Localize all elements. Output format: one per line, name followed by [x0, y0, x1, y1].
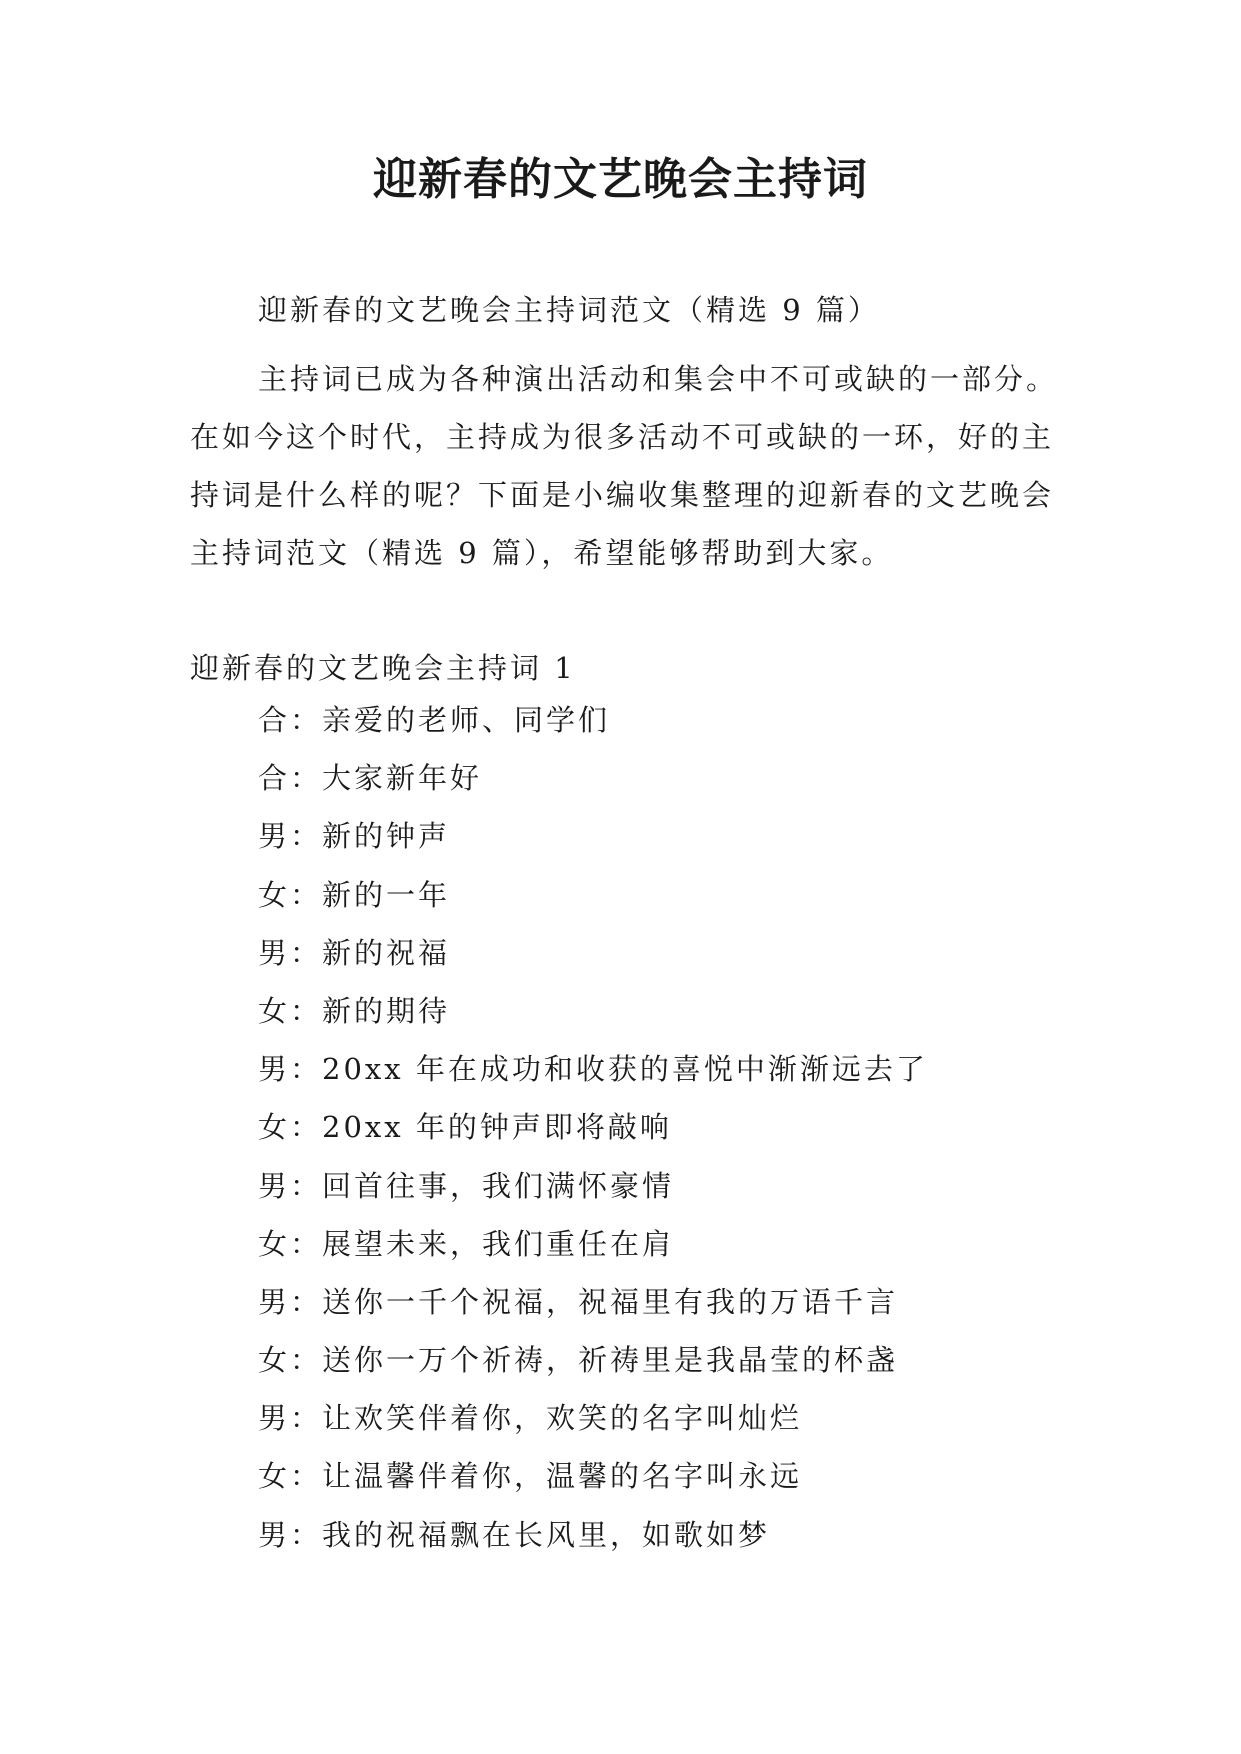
- dialogue-line: 女：20xx 年的钟声即将敲响: [258, 1110, 672, 1145]
- dialogue-line: 男：送你一千个祝福，祝福里有我的万语千言: [258, 1284, 899, 1319]
- dialogue-line: 女：送你一万个祈祷，祈祷里是我晶莹的杯盏: [258, 1343, 899, 1378]
- dialogue-line: 男：新的祝福: [258, 935, 451, 970]
- dialogue-line: 女：展望未来，我们重任在肩: [258, 1226, 675, 1261]
- dialogue-list: [258, 700, 1078, 1573]
- intro-subtitle: 迎新春的文艺晚会主持词范文（精选 9 篇）: [258, 293, 880, 327]
- section-heading: 迎新春的文艺晚会主持词 1: [190, 651, 576, 685]
- dialogue-line: 女：新的期待: [258, 993, 451, 1028]
- dialogue-line: 男：20xx 年在成功和收获的喜悦中渐渐远去了: [258, 1052, 928, 1087]
- dialogue-line: 合：亲爱的老师、同学们: [258, 703, 611, 737]
- dialogue-line: 男：新的钟声: [258, 819, 451, 854]
- intro-paragraph: 主持词已成为各种演出活动和集会中不可或缺的一部分。在如今这个时代，主持成为很多活动不可或缺的一环，好的主持词是什么样的呢？下面是小编收集整理的迎新春的文艺晚会主持词范文（精选 9 篇），希望能够帮助到大家。: [190, 362, 1059, 570]
- dialogue-line: 女：让温馨伴着你，温馨的名字叫永远: [258, 1459, 803, 1494]
- dialogue-line: 女：新的一年: [258, 877, 451, 912]
- dialogue-line: 合：大家新年好: [258, 761, 483, 796]
- document-title: 迎新春的文艺晚会主持词: [373, 154, 868, 205]
- dialogue-line: 男：回首往事，我们满怀豪情: [258, 1168, 675, 1203]
- dialogue-line: 男：我的祝福飘在长风里，如歌如梦: [258, 1517, 771, 1552]
- dialogue-line: 男：让欢笑伴着你，欢笑的名字叫灿烂: [258, 1401, 803, 1436]
